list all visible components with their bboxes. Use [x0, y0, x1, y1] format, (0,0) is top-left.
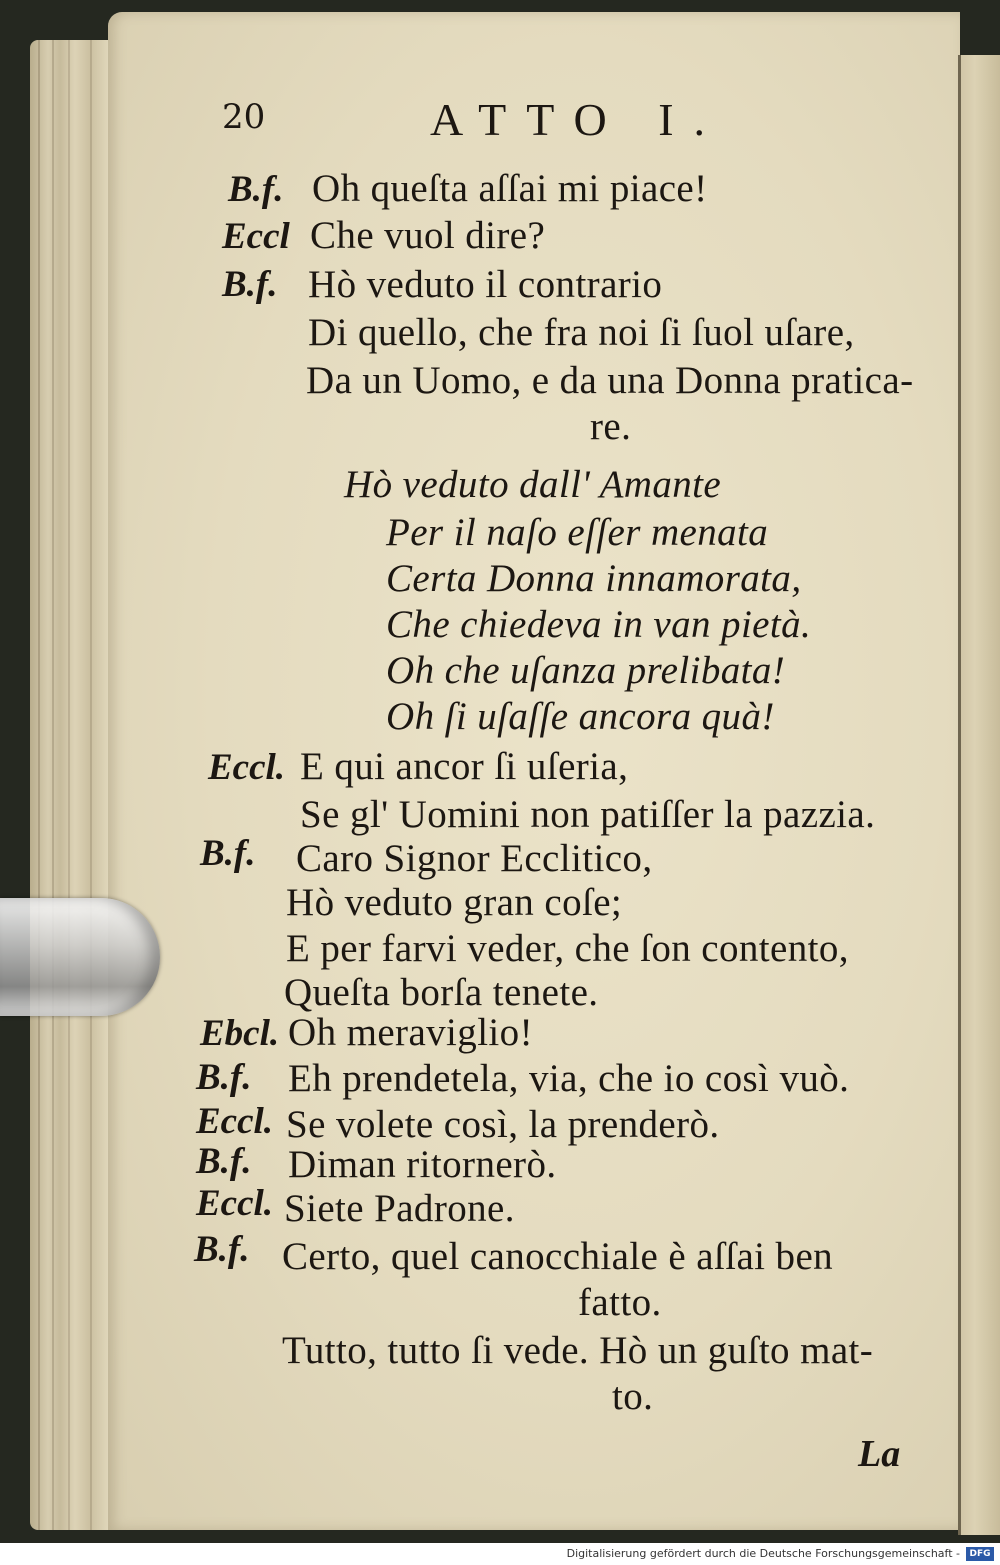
- speaker-label: B.f.: [196, 1057, 252, 1098]
- dialogue-line: re.: [590, 405, 632, 448]
- dialogue-line: Oh queſta aſſai mi piace!: [312, 167, 708, 210]
- aria-line: Hò veduto dall' Amante: [344, 463, 722, 506]
- dialogue-line: Oh meraviglio!: [288, 1011, 533, 1054]
- speaker-label: Ebcl.: [200, 1013, 280, 1054]
- page-header: ATTO I.: [430, 94, 726, 145]
- dialogue-line: Diman ritornerò.: [288, 1143, 557, 1186]
- aria-line: Oh che uſanza prelibata!: [386, 649, 786, 692]
- dialogue-line: Tutto, tutto ſi vede. Hò un guſto mat-: [282, 1329, 874, 1372]
- dialogue-line: Che vuol dire?: [310, 214, 546, 257]
- footer-bar: [0, 1543, 1000, 1565]
- speaker-label: B.f.: [196, 1141, 252, 1182]
- speaker-label: B.f.: [200, 833, 256, 874]
- dfg-logo-icon: DFG: [966, 1547, 994, 1561]
- speaker-label: Eccl.: [208, 747, 286, 788]
- speaker-label: Eccl.: [196, 1183, 274, 1224]
- dialogue-line: Siete Padrone.: [284, 1187, 515, 1230]
- dialogue-line: Se gl' Uomini non patiſſer la pazzia.: [300, 793, 876, 836]
- aria-line: Per il naſo eſſer menata: [386, 511, 769, 554]
- page-number: 20: [222, 97, 266, 137]
- dialogue-line: Eh prendetela, via, che io così vuò.: [288, 1057, 850, 1100]
- aria-line: Certa Donna innamorata,: [386, 557, 802, 600]
- aria-line: Oh ſi uſaſſe ancora quà!: [386, 695, 775, 738]
- catchword: La: [858, 1433, 901, 1475]
- dialogue-line: Hò veduto gran coſe;: [286, 881, 623, 924]
- dialogue-line: Queſta borſa tenete.: [284, 971, 599, 1014]
- dialogue-line: to.: [612, 1375, 654, 1418]
- speaker-label: Eccl: [222, 216, 290, 257]
- funding-notice: Digitalisierung gefördert durch die Deutsche Forschungsgemeinschaft -: [566, 1547, 960, 1560]
- speaker-label: B.f.: [228, 169, 284, 210]
- dialogue-line: E qui ancor ſi uſeria,: [300, 745, 629, 788]
- dialogue-line: Da un Uomo, e da una Donna pratica-: [306, 359, 914, 402]
- dialogue-line: fatto.: [578, 1281, 662, 1324]
- dialogue-line: Di quello, che fra noi ſi ſuol uſare,: [308, 311, 855, 354]
- dialogue-line: Hò veduto il contrario: [308, 263, 663, 306]
- dialogue-line: Se volete così, la prenderò.: [286, 1103, 720, 1146]
- dialogue-line: E per farvi veder, che ſon contento,: [286, 927, 849, 970]
- speaker-label: B.f.: [222, 264, 278, 305]
- speaker-label: Eccl.: [196, 1101, 274, 1142]
- dialogue-line: Certo, quel canocchiale è aſſai ben: [282, 1235, 834, 1278]
- speaker-label: B.f.: [194, 1229, 250, 1270]
- aria-line: Che chiedeva in van pietà.: [386, 603, 812, 646]
- page-holder-clip: [0, 898, 160, 1016]
- dialogue-line: Caro Signor Ecclitico,: [296, 837, 653, 880]
